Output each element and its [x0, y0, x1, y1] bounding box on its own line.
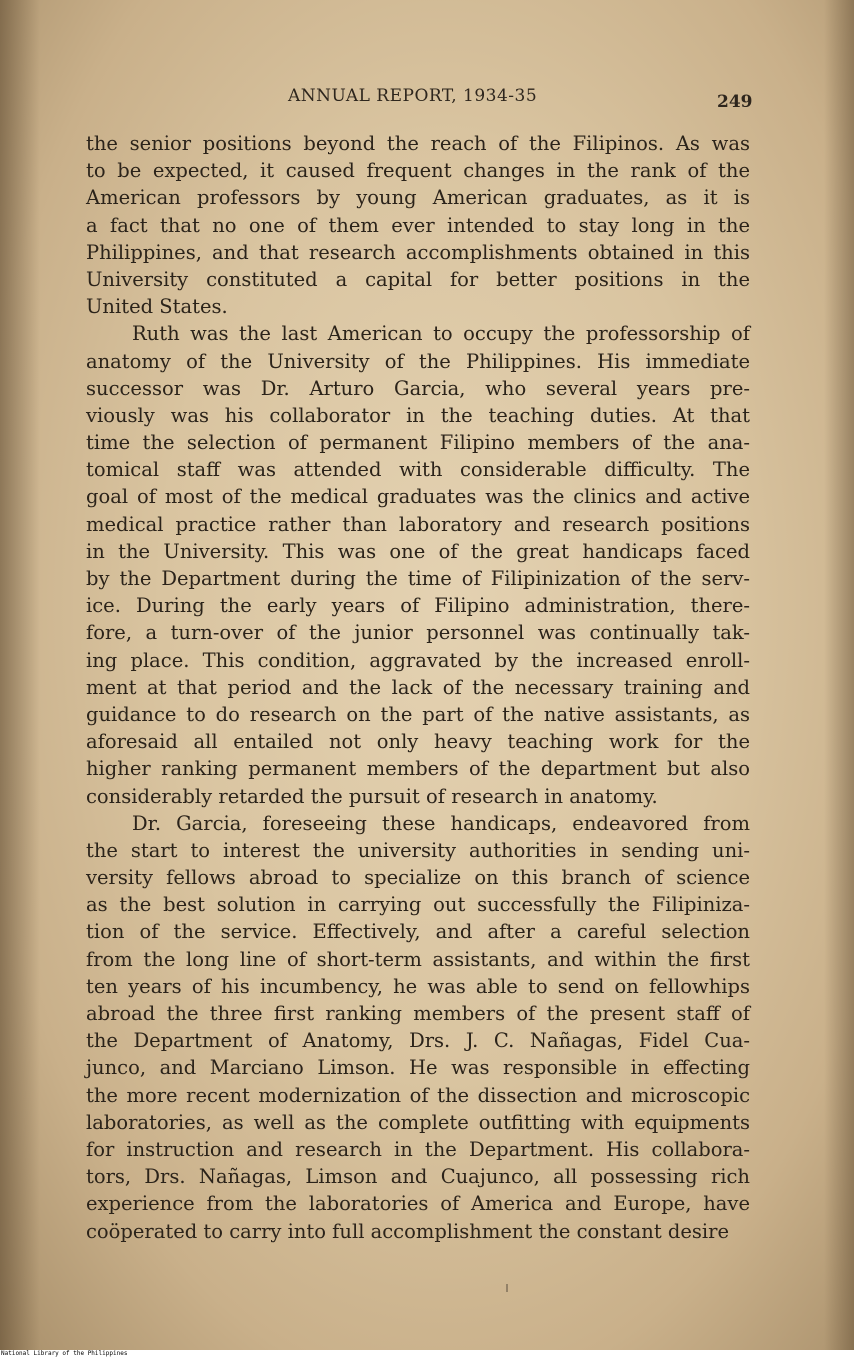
text-line: for instruction and research in the Department. His collabora- — [86, 1137, 750, 1161]
library-credit: National Library of the Philippines — [1, 1350, 128, 1357]
text-line: Philippines, and that research accomplishments obtained in this — [86, 240, 750, 264]
text-line: University constituted a capital for better positions in the — [86, 267, 750, 291]
paragraph — [86, 130, 750, 320]
text-line: junco, and Marciano Limson. He was responsible in effecting — [86, 1056, 750, 1080]
paragraph — [86, 810, 750, 1245]
text-line: by the Department during the time of Filipinization of the serv- — [86, 567, 750, 590]
text-line: higher ranking permanent members of the department but also — [86, 757, 750, 781]
text-line: American professors by young American graduates, as it is — [86, 186, 750, 210]
text-line: versity fellows abroad to specialize on this branch of science — [86, 866, 750, 890]
text-line: as the best solution in carrying out successfully the Filipiniza- — [86, 893, 750, 917]
text-line: tors, Drs. Nañagas, Limson and Cuajunco, all possessing rich — [86, 1165, 750, 1189]
text-line: to be expected, it caused frequent changes in the rank of the — [86, 159, 750, 183]
text-line: tomical staff was attended with considerable difficulty. The — [86, 458, 750, 482]
text-line: the more recent modernization of the dissection and microscopic — [86, 1083, 750, 1107]
text-line: coöperated to carry into full accomplishment the constant desire — [86, 1219, 730, 1243]
text-line: fore, a turn-over of the junior personnel was continually tak- — [86, 621, 750, 645]
text-line: anatomy of the University of the Philippines. His immediate — [86, 349, 750, 373]
text-line: a fact that no one of them ever intended to stay long in the — [86, 213, 750, 237]
text-line: Ruth was the last American to occupy the professorship of — [132, 322, 750, 346]
text-line: guidance to do research on the part of the native assistants, as — [86, 702, 750, 726]
text-line: viously was his collaborator in the teaching duties. At that — [86, 403, 750, 427]
page-number: 249 — [717, 92, 753, 112]
text-line: experience from the laboratories of America and Europe, have — [86, 1192, 750, 1216]
page-edge-shadow-left — [0, 0, 40, 1350]
text-line: time the selection of permanent Filipino members of the ana- — [86, 431, 750, 455]
text-line: in the University. This was one of the great handicaps faced — [86, 539, 750, 563]
text-line: tion of the service. Effectively, and after a careful selection — [86, 920, 750, 944]
text-line: ment at that period and the lack of the necessary training and — [86, 675, 750, 699]
text-line: from the long line of short-term assistants, and within the first — [86, 947, 750, 971]
text-line: ice. During the early years of Filipino administration, there- — [86, 594, 750, 618]
text-line: United States. — [86, 295, 228, 319]
credit-strip — [0, 1350, 854, 1358]
paragraph — [86, 320, 750, 809]
text-line: successor was Dr. Arturo Garcia, who several years pre- — [86, 376, 750, 400]
text-line: laboratories, as well as the complete outfitting with equipments — [86, 1110, 750, 1134]
text-line: Dr. Garcia, foreseeing these handicaps, endeavored from — [132, 811, 750, 835]
text-line: abroad the three first ranking members of the present staff of — [86, 1002, 750, 1025]
page-edge-shadow-right — [824, 0, 854, 1350]
text-line: the start to interest the university authorities in sending uni- — [86, 838, 750, 862]
page-footer-mark — [506, 1284, 508, 1292]
text-line: aforesaid all entailed not only heavy teaching work for the — [86, 730, 750, 754]
text-line: the senior positions beyond the reach of the Filipinos. As was — [86, 132, 750, 155]
running-head: ANNUAL REPORT, 1934-35 — [288, 86, 538, 106]
text-line: ten years of his incumbency, he was able to send on fellowhips — [86, 974, 750, 998]
text-line: the Department of Anatomy, Drs. J. C. Nañagas, Fidel Cua- — [86, 1029, 750, 1053]
text-line: goal of most of the medical graduates was the clinics and active — [86, 485, 750, 509]
text-line: ing place. This condition, aggravated by the increased enroll- — [86, 648, 750, 672]
text-line: medical practice rather than laboratory and research positions — [86, 512, 750, 536]
text-line: considerably retarded the pursuit of research in anatomy. — [86, 784, 658, 808]
body-text — [86, 130, 750, 1245]
